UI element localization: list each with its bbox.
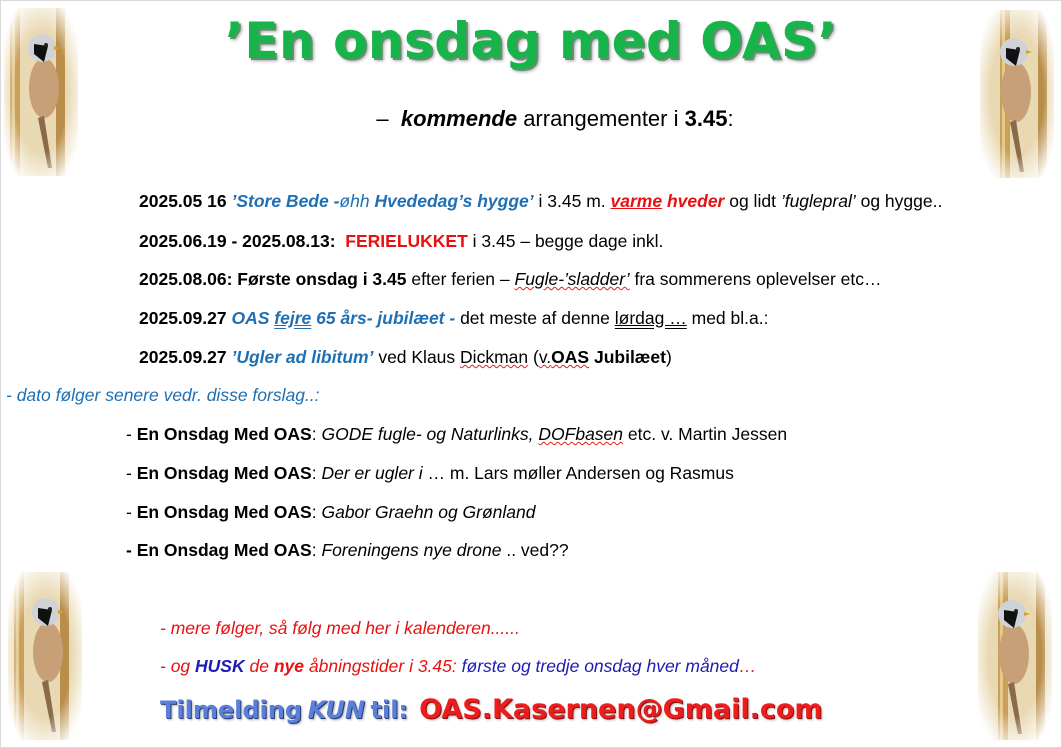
husk-de: de <box>249 656 269 676</box>
event-name: ’Ugler ad libitum’ <box>231 347 374 367</box>
event-line-5 <box>139 347 672 368</box>
opening-hours-note <box>160 656 756 677</box>
husk-hours-label: åbningstider i 3.45: <box>308 656 457 676</box>
event-text-3: og hygge.. <box>860 191 943 211</box>
husk-hours: første og tredje onsdag hver måned <box>461 656 739 676</box>
proposal-prefix: - <box>126 540 137 560</box>
proposal-item <box>126 502 536 523</box>
proposal-item <box>126 463 734 484</box>
subtitle-dash: – <box>376 106 389 131</box>
proposal-label: En Onsdag Med OAS <box>136 463 312 483</box>
signup-email-link[interactable]: OAS.Kasernen@Gmail.com <box>419 694 823 725</box>
event-jubilaeet: Jubilæet <box>593 347 666 367</box>
event-lordag: lørdag … <box>614 308 687 328</box>
event-oas: OAS <box>551 347 590 367</box>
subtitle-emphasis: kommende <box>400 106 518 131</box>
event-name-a: ’Store Bede - <box>231 191 340 211</box>
page-title: ’En onsdag med OAS’ <box>224 12 838 70</box>
more-follows-note: - mere følger, så følg med her i kalenderen...... <box>160 618 520 638</box>
event-line-1 <box>139 191 942 212</box>
event-text-2: og lidt <box>729 191 776 211</box>
event-name-b: øhh <box>339 191 370 211</box>
signup-line <box>160 694 823 725</box>
proposal-colon: : <box>311 540 317 560</box>
proposal-label: En Onsdag Med OAS <box>136 424 312 444</box>
subtitle <box>0 106 1062 132</box>
husk-prefix: - og <box>160 656 191 676</box>
proposal-label: En Onsdag Med OAS <box>136 502 312 522</box>
proposal-text-end: … m. Lars møller Andersen og Rasmus <box>427 463 734 483</box>
proposal-colon: : <box>311 424 317 444</box>
event-date: 2025.06.19 - 2025.08.13: <box>139 231 336 251</box>
proposal-text: GODE fugle- og Naturlinks, <box>321 424 534 444</box>
event-line-3 <box>139 269 882 290</box>
proposal-item <box>126 540 569 561</box>
bird-bottom-right-icon <box>978 572 1052 740</box>
proposal-colon: : <box>311 463 317 483</box>
subtitle-room: 3.45 <box>684 106 728 131</box>
later-note: - dato følger senere vedr. disse forslag..: <box>6 385 320 405</box>
event-text-2: fra sommerens oplevelser etc… <box>634 269 882 289</box>
husk-ellipsis: … <box>738 656 757 676</box>
subtitle-text: arrangementer i <box>523 106 679 131</box>
event-line-4 <box>139 308 768 329</box>
proposal-dofbasen: DOFbasen <box>538 424 624 444</box>
proposal-label: En Onsdag Med OAS <box>136 540 312 560</box>
proposal-text-end: etc. v. Martin Jessen <box>627 424 788 444</box>
signup-til: til: <box>370 696 409 724</box>
event-v: v. <box>538 347 552 367</box>
signup-kun: KUN <box>307 696 365 724</box>
event-name-c: 65 års- jubilæet - <box>316 308 456 328</box>
event-hveder: hveder <box>666 191 725 211</box>
event-date: 2025.08.06: Første onsdag i 3.45 <box>139 269 407 289</box>
event-date: 2025.09.27 <box>139 308 227 328</box>
event-name-a: OAS <box>231 308 270 328</box>
proposal-prefix: - <box>126 424 137 444</box>
event-name-b: fejre <box>274 308 312 328</box>
proposal-item <box>126 424 787 445</box>
proposal-prefix: - <box>126 502 137 522</box>
event-fuglepral: ’fuglepral’ <box>780 191 856 211</box>
event-paren-open: ( <box>533 347 539 367</box>
husk-emphasis: HUSK <box>195 656 245 676</box>
event-name-c: Hvededag’s hygge’ <box>374 191 534 211</box>
subtitle-colon: : <box>727 106 734 131</box>
proposal-text-end: .. ved?? <box>506 540 569 560</box>
proposal-colon: : <box>311 502 317 522</box>
event-line-2 <box>139 231 663 252</box>
bird-bottom-left-icon <box>8 572 82 740</box>
event-text-1: det meste af denne <box>460 308 610 328</box>
event-text-1: i 3.45 m. <box>538 191 606 211</box>
event-date: 2025.09.27 <box>139 347 227 367</box>
proposal-text: Gabor Graehn og Grønland <box>321 502 536 522</box>
event-text: i 3.45 – begge dage inkl. <box>472 231 664 251</box>
event-varme: varme <box>610 191 663 211</box>
proposal-text: Foreningens nye drone <box>321 540 502 560</box>
event-closed: FERIELUKKET <box>345 231 468 251</box>
event-text-1: efter ferien – <box>411 269 510 289</box>
event-date: 2025.05 16 <box>139 191 227 211</box>
proposal-text: Der er ugler i <box>321 463 423 483</box>
event-text-1: ved Klaus <box>378 347 456 367</box>
event-sladder: Fugle-’sladder’ <box>514 269 630 289</box>
event-paren-close: ) <box>665 347 672 367</box>
husk-nye: nye <box>273 656 304 676</box>
signup-label: Tilmelding <box>160 696 303 724</box>
event-dickman: Dickman <box>460 347 529 367</box>
event-text-2: med bl.a.: <box>691 308 769 328</box>
proposal-prefix: - <box>126 463 137 483</box>
